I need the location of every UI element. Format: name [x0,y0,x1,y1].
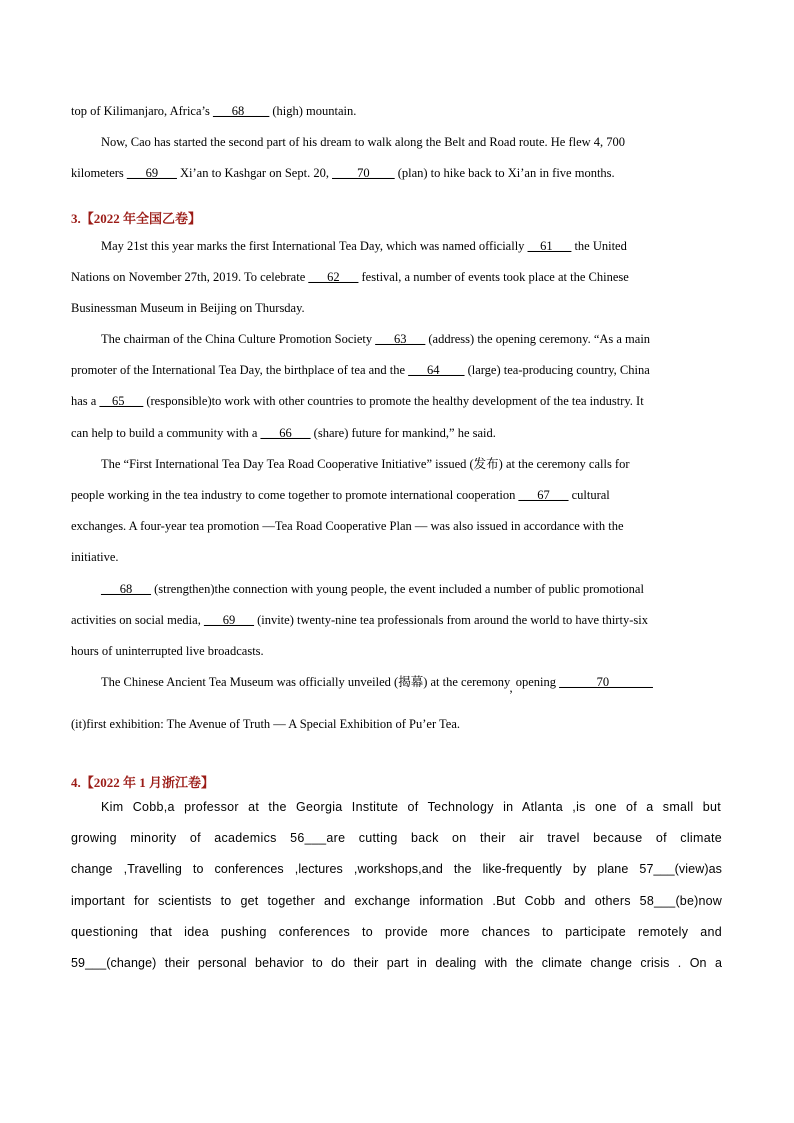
text: Xi’an to Kashgar on Sept. 20, [176,166,333,180]
passage-line [71,518,624,534]
text: cultural [568,488,610,502]
passage-line [71,269,629,285]
text: (responsible)to work with other countries to promote the healthy development of the tea industry. It [143,394,644,408]
blank-68[interactable]: ___68___ [101,582,151,596]
passage-line: important for scientists to get together and exchange information .But Cobb and others 58___(be)now [71,894,722,908]
blank-68[interactable]: ___68____ [212,104,270,118]
text: festival, a number of events took place at the Chinese [358,270,629,284]
text: (large) tea-producing country, China [464,363,650,377]
text: promoter of the International Tea Day, the birthplace of tea and the [71,363,409,377]
comma: , [509,681,513,695]
passage-line: change ,Travelling to conferences ,lectures ,workshops,and the like-frequently by plane 57___(view)as [71,862,722,876]
passage-line: Kim Cobb,a professor at the Georgia Institute of Technology in Atlanta ,is one of a small but [101,800,721,814]
text: opening [512,675,560,689]
blank-69[interactable]: ___69___ [203,613,254,627]
blank-64[interactable]: ___64____ [408,363,465,377]
text: kilometers [71,166,127,180]
text: (plan) to hike back to Xi’an in five months. [394,166,615,180]
text: (it)first exhibition: The Avenue of Truth — A Special Exhibition of Pu’er Tea. [71,717,461,731]
blank-65[interactable]: __65___ [99,394,144,408]
passage-line: growing minority of academics 56___are cutting back on their air travel because of climate [71,831,722,845]
text: Now, Cao has started the second part of his dream to walk along the Belt and Road route. He flew 4, 700 [101,135,626,149]
text: May 21st this year marks the first International Tea Day, which was named officially [101,239,528,253]
passage-line: 59___(change) their personal behavior to do their part in dealing with the climate change crisis . On a [71,956,722,970]
text: the United [571,239,627,253]
text: (high) mountain. [269,104,357,118]
passage-line [101,674,653,695]
text: (share) future for mankind,” he said. [310,426,496,440]
blank-69[interactable]: ___69___ [126,166,177,180]
passage-line [71,425,496,441]
text: people working in the tea industry to come together to promote international cooperation [71,488,519,502]
blank-62[interactable]: ___62___ [308,270,359,284]
text: has a [71,394,100,408]
passage-line: questioning that idea pushing conferences to provide more chances to participate remotely and [71,925,722,939]
blank-63[interactable]: ___63___ [375,332,426,346]
passage-line [101,331,650,347]
passage-line [71,549,119,565]
passage-line [101,456,630,472]
text: The Chinese Ancient Tea Museum was officially unveiled (揭幕) at the ceremony [101,675,510,689]
text: can help to build a community with a [71,426,261,440]
text: hours of uninterrupted live broadcasts. [71,644,264,658]
text: The chairman of the China Culture Promotion Society [101,332,376,346]
passage-line [71,362,650,378]
blank-67[interactable]: ___67___ [518,488,569,502]
blank-61[interactable]: __61___ [527,239,572,253]
blank-70[interactable]: ______70_______ [559,675,653,689]
text: top of Kilimanjaro, Africa’s [71,104,213,118]
passage-line [71,643,264,659]
text: activities on social media, [71,613,204,627]
passage-line [71,612,648,628]
text: Nations on November 27th, 2019. To celebrate [71,270,309,284]
text: (strengthen)the connection with young people, the event included a number of public promotional [151,582,644,596]
text: Businessman Museum in Beijing on Thursday. [71,301,305,315]
text: (address) the opening ceremony. “As a main [425,332,651,346]
text: initiative. [71,550,119,564]
passage-line [101,581,644,597]
passage-line [71,393,644,409]
passage-line [71,300,305,316]
passage-line [71,103,356,119]
passage-line [71,165,615,181]
section-heading: 4.【2022 年 1 月浙江卷】 [71,775,215,790]
passage-line [71,487,610,503]
text: The “First International Tea Day Tea Road Cooperative Initiative” issued (发布) at the ceremony calls for [101,457,630,471]
text: (invite) twenty-nine tea professionals from around the world to have thirty-six [253,613,648,627]
passage-line [71,716,460,732]
blank-66[interactable]: ___66___ [260,426,311,440]
text: exchanges. A four-year tea promotion —Tea Road Cooperative Plan — was also issued in accordance with the [71,519,624,533]
passage-line [101,238,627,254]
section-heading: 3.【2022 年全国乙卷】 [71,211,202,226]
blank-70[interactable]: ____70____ [332,166,395,180]
passage-line [101,134,625,150]
